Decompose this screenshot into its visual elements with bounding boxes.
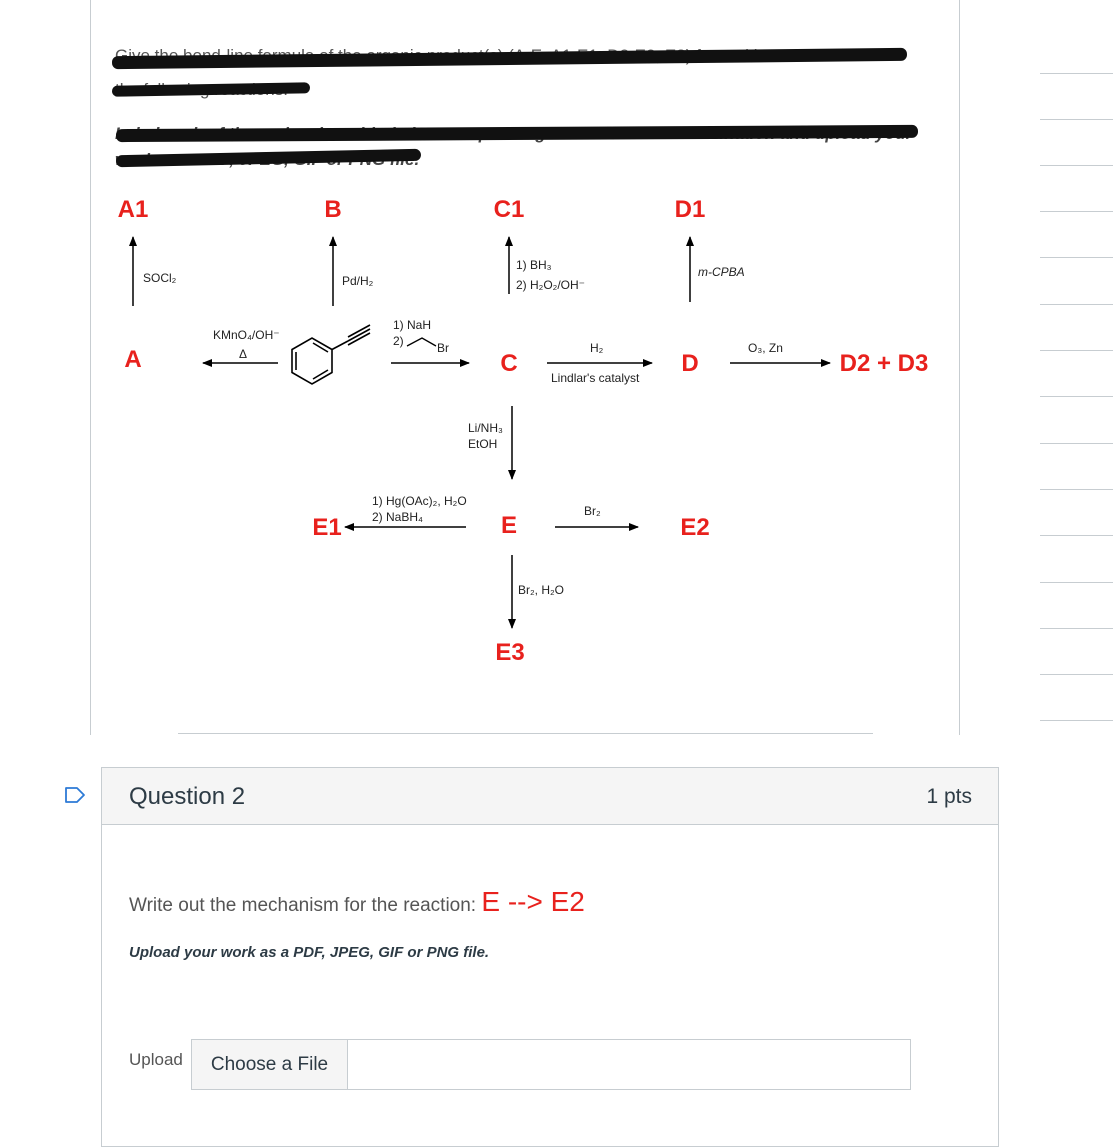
reagent-nabh4: 2) NaBH₄	[372, 510, 423, 524]
label-D2-D3: D2 + D3	[839, 350, 929, 377]
ethyl-bromide-structure	[407, 338, 436, 346]
label-D1: D1	[674, 196, 706, 223]
label-E: E	[500, 512, 518, 539]
label-E3: E3	[495, 639, 525, 666]
reagent-heat: Δ	[239, 347, 248, 361]
reagent-kmno4: KMnO₄/OH⁻	[213, 328, 280, 342]
question-flag-icon[interactable]	[64, 786, 86, 804]
reagent-h2: H₂	[590, 341, 604, 355]
reagent-bh3: 1) BH₃	[516, 258, 552, 272]
label-A: A	[124, 346, 142, 373]
reagent-step2: 2)	[393, 334, 404, 348]
reagent-h2o2: 2) H₂O₂/OH⁻	[516, 278, 585, 292]
label-E1: E1	[312, 514, 342, 541]
question-2-points: 1 pts	[926, 785, 972, 808]
reagent-hg-oac: 1) Hg(OAc)₂, H₂O	[372, 494, 467, 508]
file-upload-field[interactable]	[191, 1039, 911, 1090]
question-2-prompt-text: Write out the mechanism for the reaction:	[129, 895, 477, 916]
reagent-br2: Br₂	[584, 504, 601, 518]
reagent-lindlar: Lindlar's catalyst	[551, 371, 640, 385]
upload-label: Upload	[129, 1050, 183, 1069]
label-D: D	[681, 350, 699, 377]
label-A1: A1	[117, 196, 149, 223]
label-C: C	[500, 350, 518, 377]
label-C1: C1	[493, 196, 525, 223]
phenylacetylene-structure	[292, 325, 370, 384]
reagent-mcpba: m-CPBA	[698, 265, 745, 279]
reagent-li-nh3: Li/NH₃	[468, 421, 503, 435]
question-2-prompt	[129, 886, 585, 918]
reagent-o3-zn: O₃, Zn	[748, 341, 783, 355]
question-2-upload-note: Upload your work as a PDF, JPEG, GIF or PNG file.	[129, 944, 490, 961]
question-2-header	[102, 768, 998, 825]
reagent-nah: 1) NaH	[393, 318, 432, 332]
reagent-etoh: EtOH	[468, 437, 498, 451]
question-2-reaction: E --> E2	[481, 886, 585, 917]
question-2-title: Question 2	[129, 783, 246, 810]
label-E2: E2	[680, 514, 710, 541]
reagent-socl2: SOCl₂	[143, 271, 177, 285]
reagent-br: Br	[437, 341, 449, 355]
label-B: B	[324, 196, 342, 223]
reagent-pd-h2: Pd/H₂	[342, 274, 374, 288]
reagent-br2-h2o: Br₂, H₂O	[518, 583, 564, 597]
question-2-card	[101, 767, 999, 1147]
choose-file-button[interactable]: Choose a File	[192, 1040, 348, 1089]
